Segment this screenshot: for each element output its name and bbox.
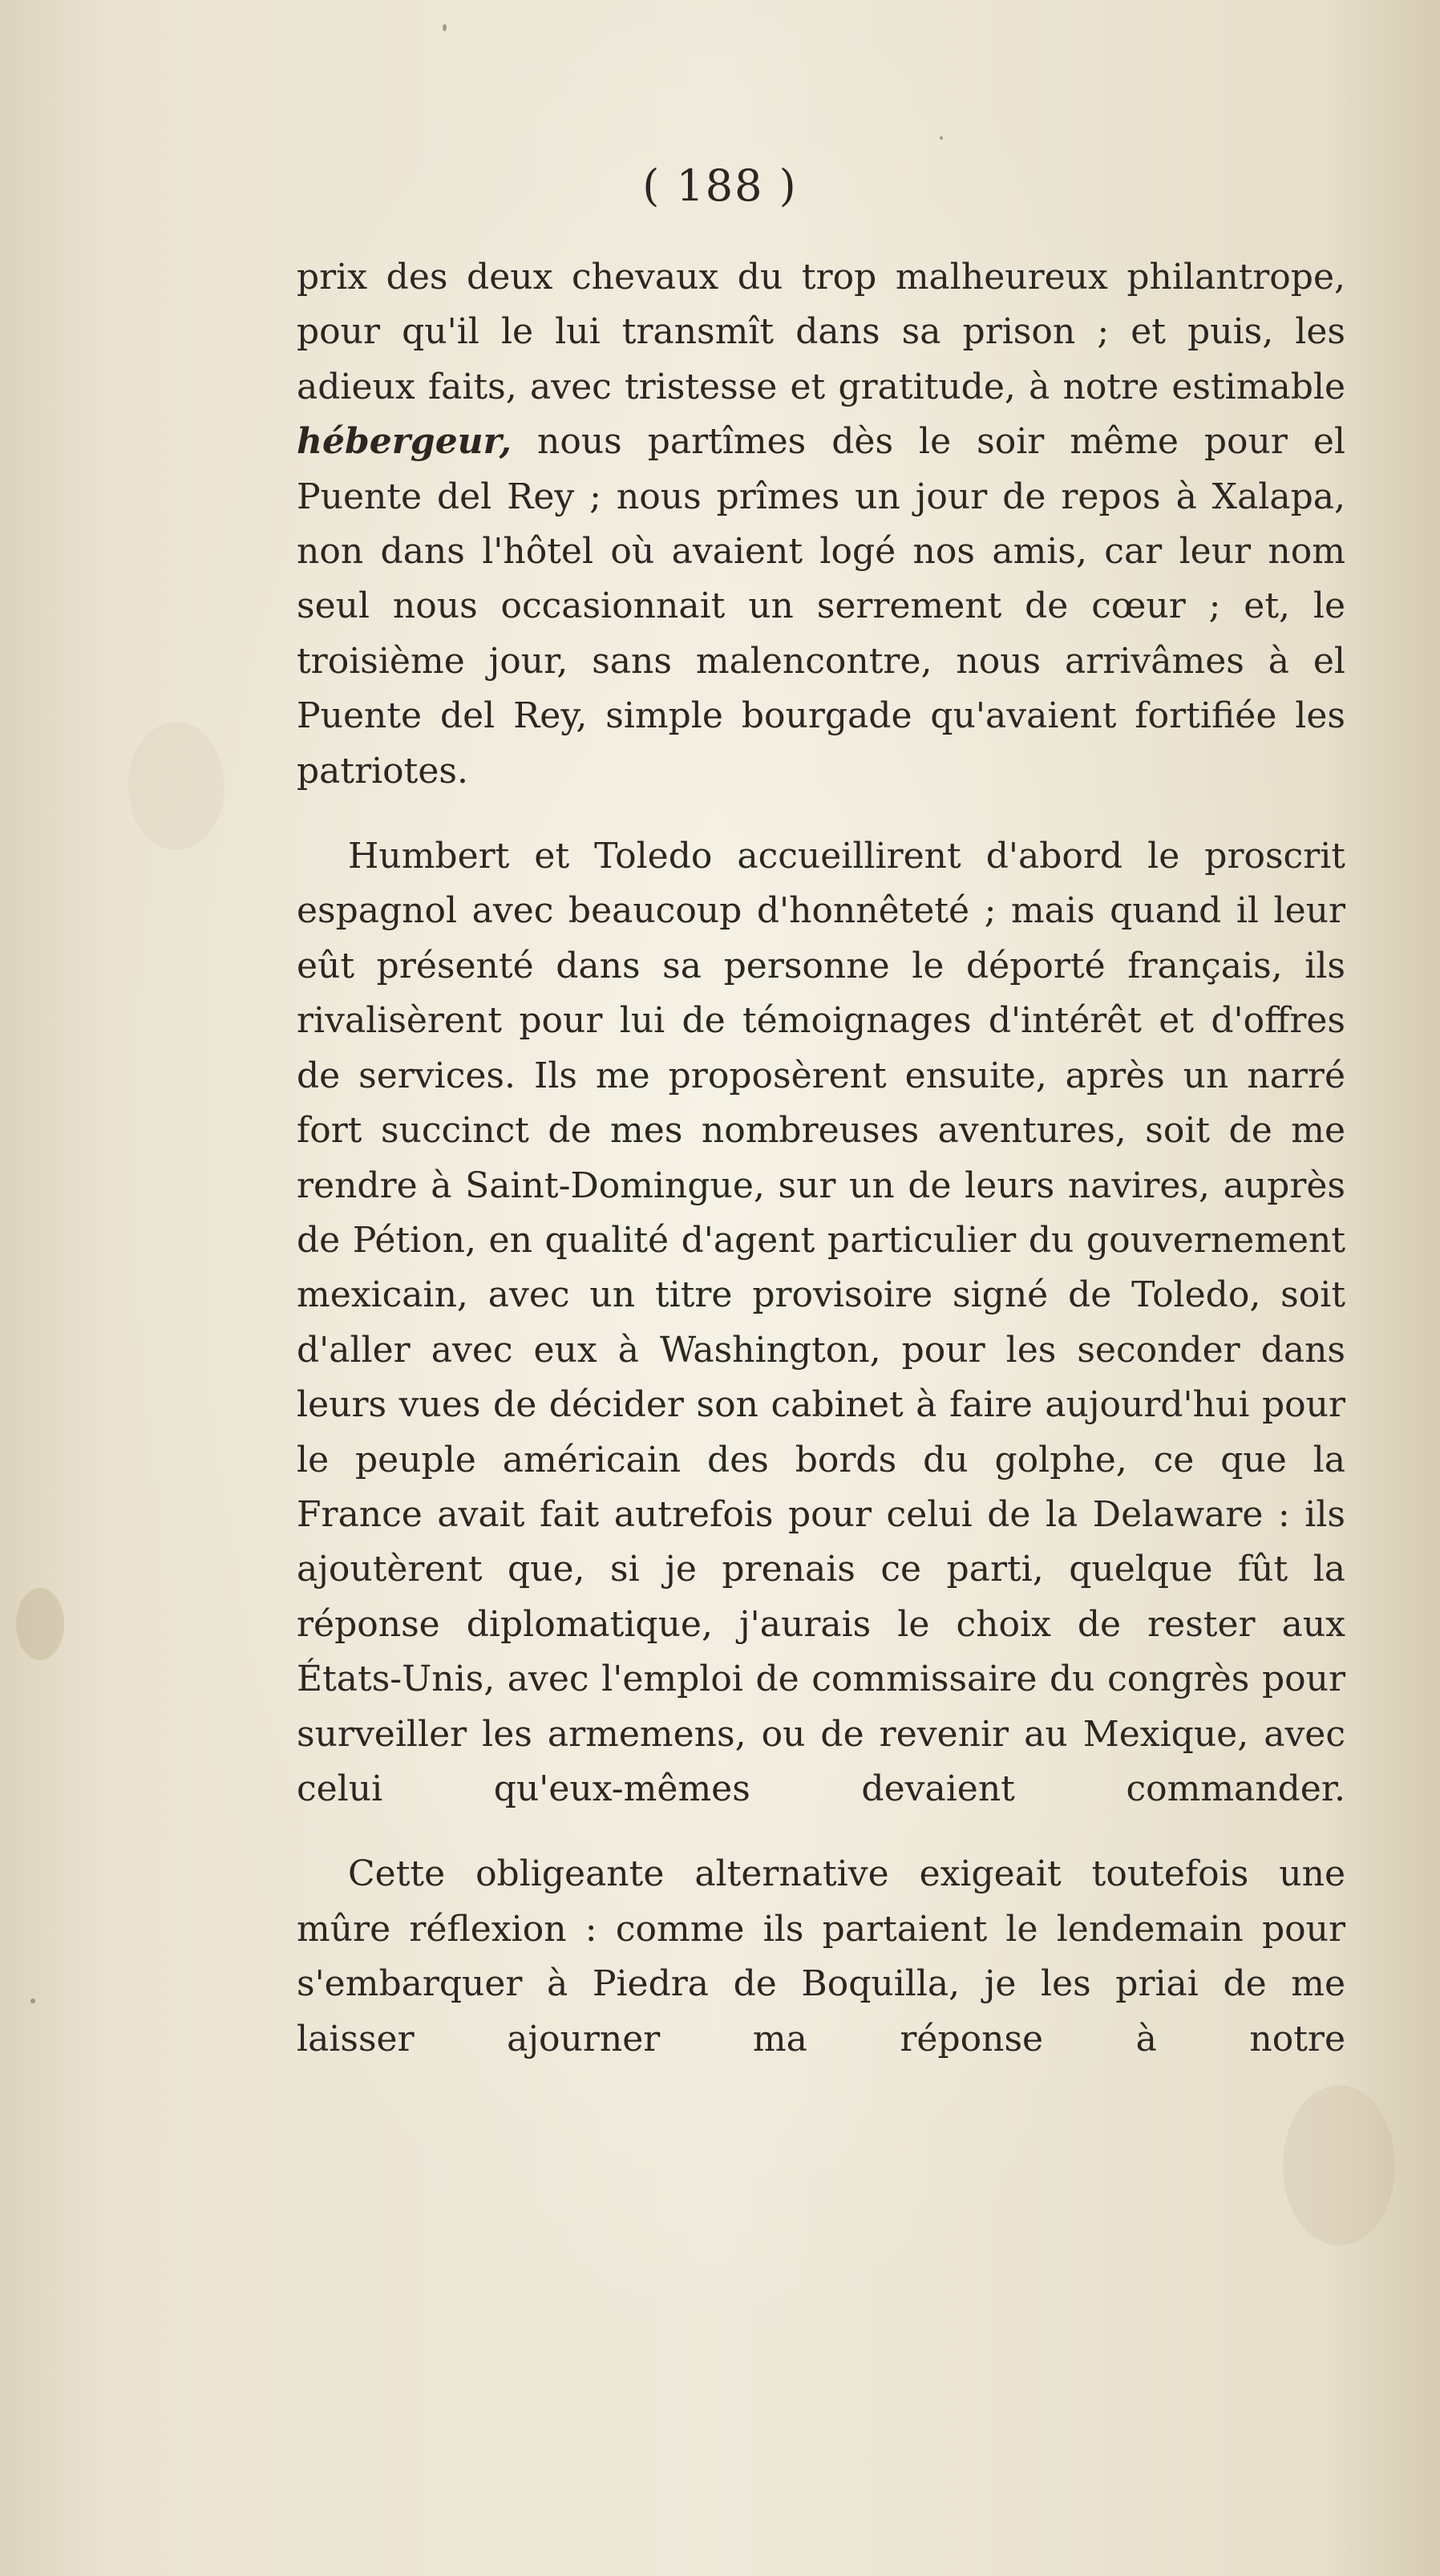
paper-speck: [443, 24, 447, 31]
paper-speck: [940, 136, 943, 140]
body-text: [297, 250, 1345, 2067]
paragraph-2: Humbert et Toledo accueillirent d'abord le proscrit espagnol avec beaucoup d'honnêteté ; mais quand il leur eût présenté dans sa personne le déporté français, ils rivalisèrent pour lui de témoignages d'intérêt et d'offres de services. Ils me proposèrent ensuite, après un narré fort succinct de mes nombreuses aventures, soit de me rendre à Saint-Domingue, sur un de leurs navires, auprès de Pétion, en qualité d'agent particulier du gouvernement mexicain, avec un titre provisoire signé de Toledo, soit d'aller avec eux à Washington, pour les seconder dans leurs vues de décider son cabinet à faire aujourd'hui pour le peuple américain des bords du golphe, ce que la France avait fait autrefois pour celui de la Delaware : ils ajoutèrent que, si je prenais ce parti, quelque fût la réponse diplomatique, j'aurais le choix de rester aux États-Unis, avec l'emploi de commissaire du congrès pour surveiller les armemens, ou de revenir au Mexique, avec celui qu'eux-mêmes devaient commander.: [297, 836, 1345, 1809]
paragraph-1-text-b: nous partîmes dès le soir même pour el Puente del Rey ; nous prîmes un jour de repos à Xalapa, non dans l'hôtel où avaient logé nos amis, car leur nom seul nous occasionnait un serrement de cœur ; et, le troisième jour, sans malencontre, nous arrivâmes à el Puente del Rey, simple bourgade qu'avaient fortifiée les patriotes.: [297, 421, 1345, 792]
paper-stain: [1283, 2085, 1395, 2246]
paper-stain: [128, 722, 224, 850]
paragraph-3: Cette obligeante alternative exigeait toutefois une mûre réflexion : comme ils partaient le lendemain pour s'embarquer à Piedra de Boquilla, je les priai de me laisser ajourner ma réponse à notre: [297, 1853, 1345, 2060]
paper-speck: [30, 1999, 35, 2003]
paragraph-1-italic-word: hébergeur,: [297, 421, 512, 463]
paragraph-1: [297, 250, 1345, 799]
page-number: ( 188 ): [642, 160, 798, 211]
paragraph-1-text-a: prix des deux chevaux du trop malheureux philantrope, pour qu'il le lui transmît dans sa prison ; et puis, les adieux faits, avec tristesse et gratitude, à notre estimable: [297, 257, 1345, 407]
paper-stain: [16, 1588, 64, 1660]
